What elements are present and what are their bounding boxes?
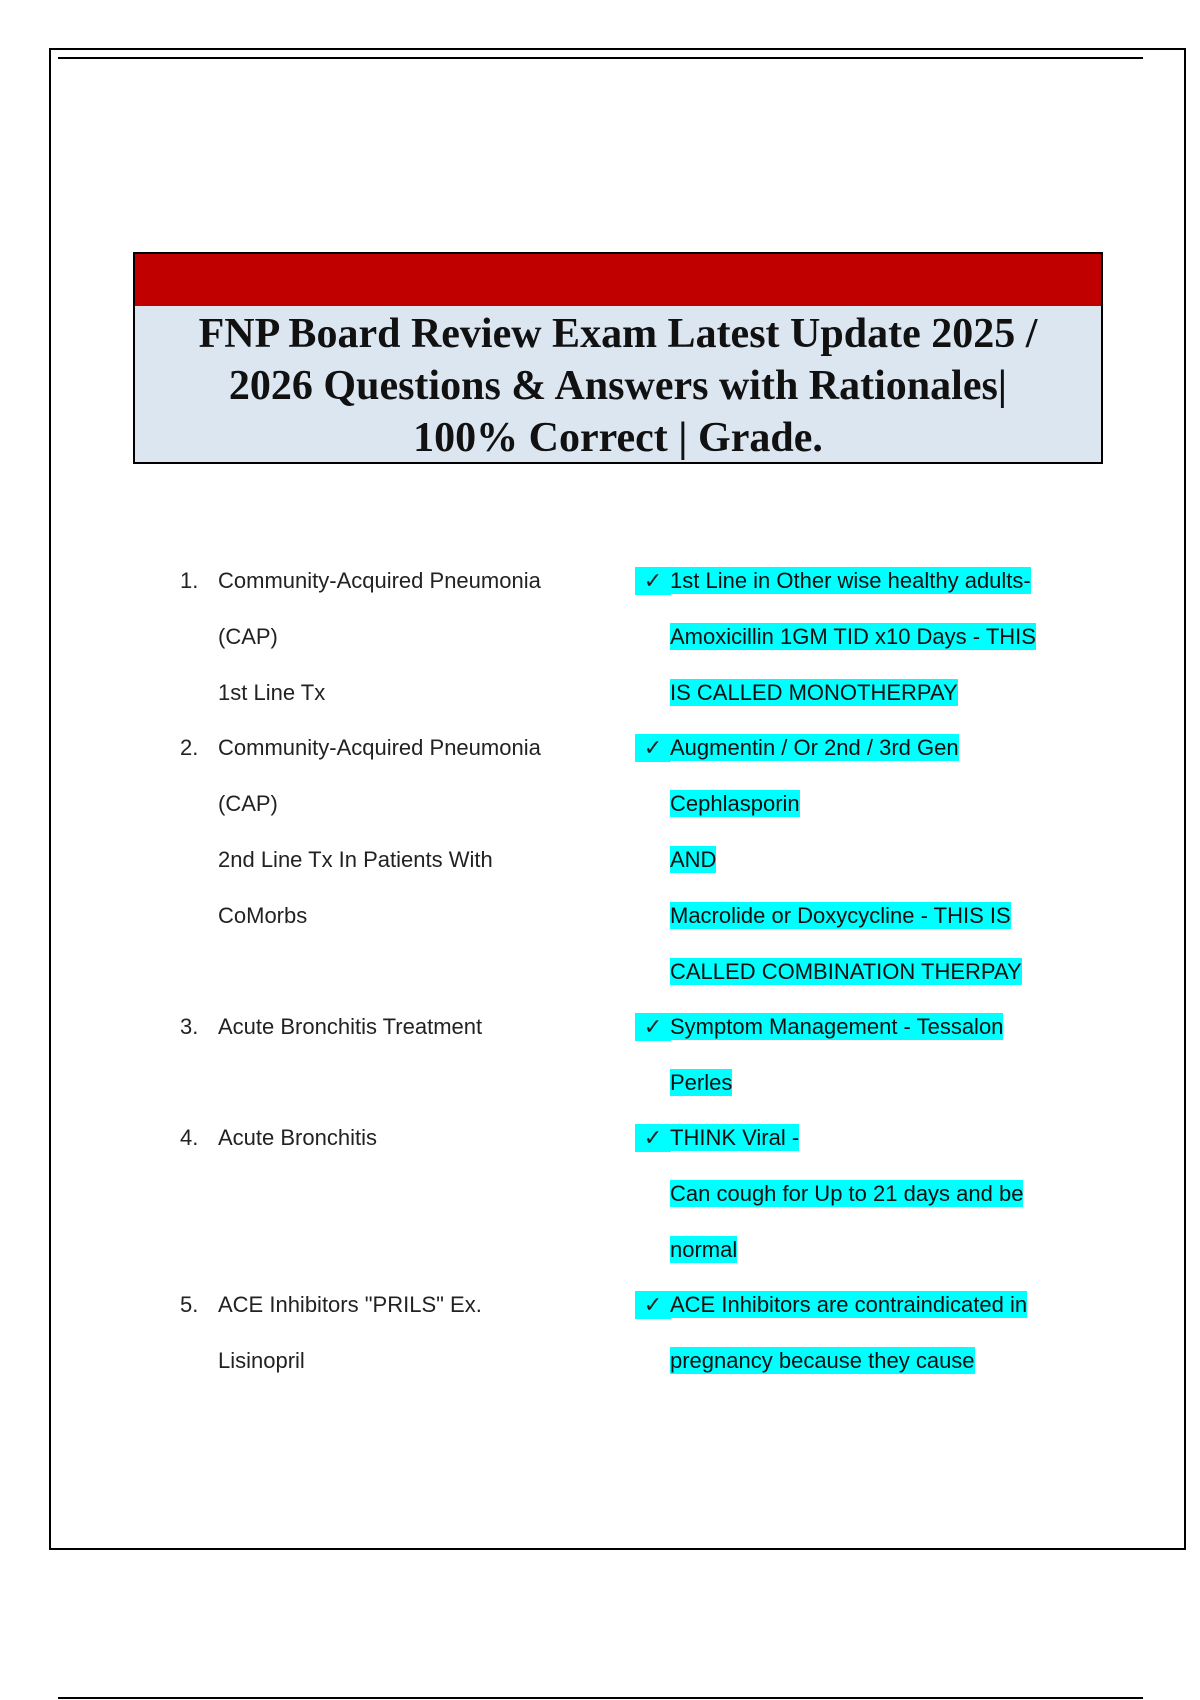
- question-line: Acute Bronchitis: [218, 1125, 377, 1150]
- answer-line: [670, 1166, 1110, 1222]
- item-number: 3.: [180, 1014, 199, 1039]
- answer-line: [670, 944, 1110, 1000]
- checkmark-icon: ✓: [635, 734, 671, 762]
- question-line: 2nd Line Tx In Patients With: [218, 847, 493, 872]
- highlighted-answer: IS CALLED MONOTHERPAY: [670, 680, 958, 705]
- question-line: 1st Line Tx: [218, 680, 326, 705]
- answer-line: [670, 665, 1110, 721]
- highlighted-answer: normal: [670, 1237, 738, 1262]
- answer-line: [670, 1277, 1110, 1333]
- item-number: 4.: [180, 1125, 199, 1150]
- question-line: Acute Bronchitis Treatment: [218, 1014, 483, 1039]
- answer-line: [670, 1055, 1110, 1111]
- answer-line: [670, 1110, 1110, 1166]
- answer-line: [670, 553, 1110, 609]
- answer-line: [670, 776, 1110, 832]
- item-number: 2.: [180, 735, 199, 760]
- answer-line: [670, 1222, 1110, 1278]
- highlighted-answer: Can cough for Up to 21 days and be: [670, 1181, 1024, 1206]
- checkmark-icon: ✓: [635, 567, 671, 595]
- item-number: 5.: [180, 1292, 199, 1317]
- highlighted-answer: 1st Line in Other wise healthy adults-: [670, 568, 1031, 593]
- checkmark-icon: ✓: [635, 1124, 671, 1152]
- title-banner: [135, 254, 1101, 306]
- answer-line: [670, 609, 1110, 665]
- highlighted-answer: Cephlasporin: [670, 791, 800, 816]
- question-line: Community-Acquired Pneumonia: [218, 568, 541, 593]
- question-text: [218, 999, 618, 1055]
- answer-line: [670, 832, 1110, 888]
- question-line: Lisinopril: [218, 1348, 305, 1373]
- question-line: CoMorbs: [218, 903, 308, 928]
- question-line: (CAP): [218, 624, 278, 649]
- answer-text: [670, 553, 1110, 721]
- highlighted-answer: Amoxicillin 1GM TID x10 Days - THIS: [670, 624, 1036, 649]
- title-line: 100% Correct | Grade.: [413, 415, 823, 461]
- highlighted-answer: ACE Inhibitors are contraindicated in: [670, 1292, 1028, 1317]
- highlighted-answer: Symptom Management - Tessalon: [670, 1014, 1004, 1039]
- footer-rule: [58, 1697, 1143, 1699]
- answer-line: [670, 999, 1110, 1055]
- question-text: [218, 553, 618, 721]
- highlighted-answer: Augmentin / Or 2nd / 3rd Gen: [670, 735, 959, 760]
- question-line: ACE Inhibitors "PRILS" Ex.: [218, 1292, 482, 1317]
- item-number: 1.: [180, 568, 199, 593]
- answer-text: [670, 720, 1110, 1000]
- highlighted-answer: CALLED COMBINATION THERPAY: [670, 959, 1022, 984]
- question-line: Community-Acquired Pneumonia: [218, 735, 541, 760]
- document-title: [135, 308, 1101, 464]
- answer-text: [670, 1277, 1110, 1389]
- checkmark-icon: ✓: [635, 1013, 671, 1041]
- answer-line: [670, 1333, 1110, 1389]
- answer-line: [670, 888, 1110, 944]
- highlighted-answer: Perles: [670, 1070, 733, 1095]
- question-text: [218, 1110, 618, 1166]
- title-line: FNP Board Review Exam Latest Update 2025 /: [198, 311, 1038, 357]
- header-rule: [58, 57, 1143, 59]
- answer-text: [670, 999, 1110, 1111]
- highlighted-answer: AND: [670, 847, 717, 872]
- checkmark-icon: ✓: [635, 1291, 671, 1319]
- highlighted-answer: Macrolide or Doxycycline - THIS IS: [670, 903, 1011, 928]
- highlighted-answer: pregnancy because they cause: [670, 1348, 975, 1373]
- question-text: [218, 1277, 618, 1389]
- answer-text: [670, 1110, 1110, 1278]
- question-line: (CAP): [218, 791, 278, 816]
- title-line: 2026 Questions & Answers with Rationales|: [228, 363, 1008, 409]
- question-text: [218, 720, 618, 944]
- highlighted-answer: THINK Viral -: [670, 1125, 800, 1150]
- answer-line: [670, 720, 1110, 776]
- title-box: [133, 252, 1103, 464]
